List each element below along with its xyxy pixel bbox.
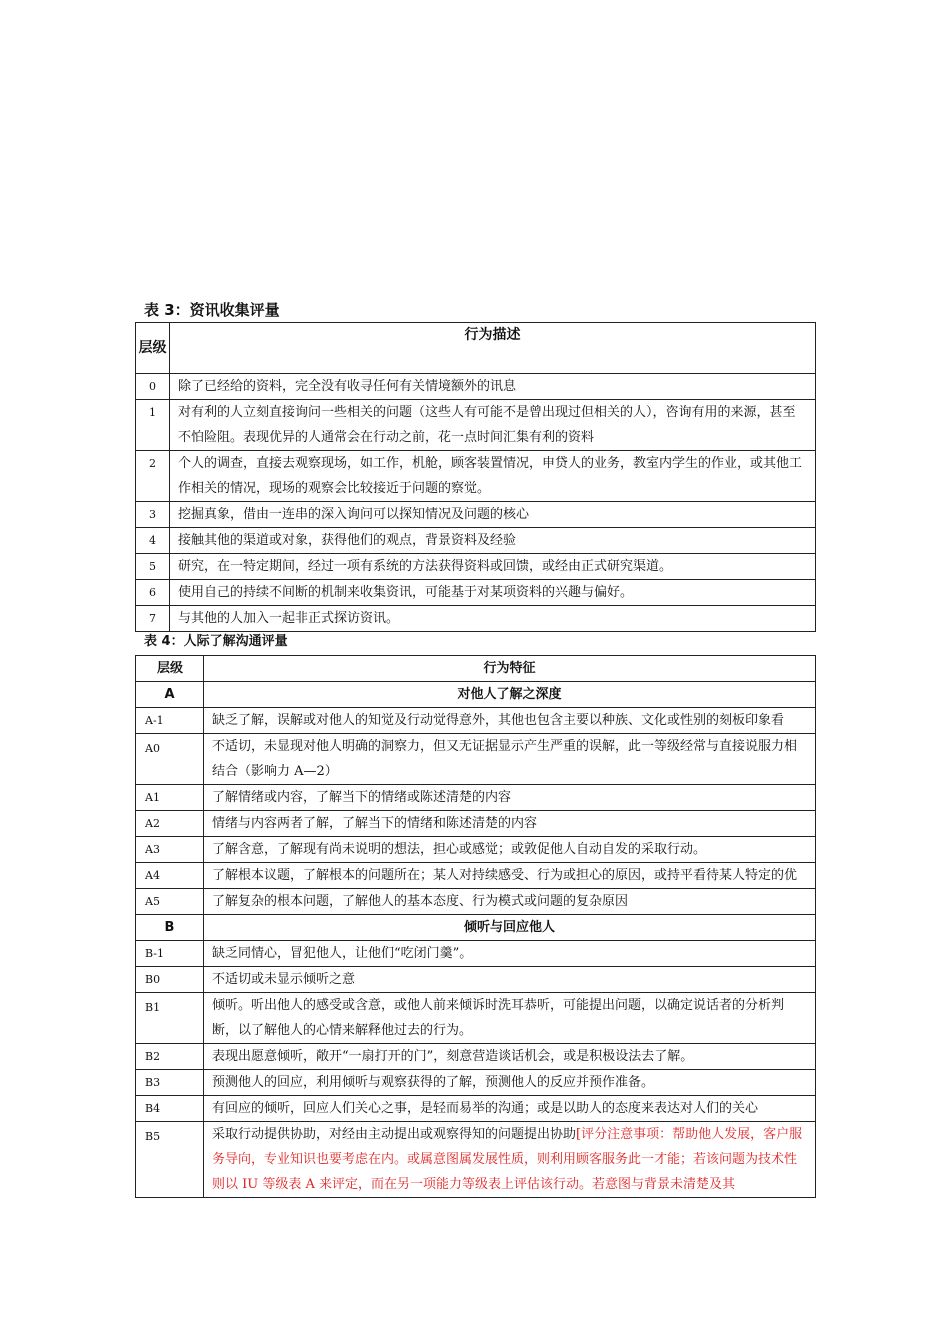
- desc-cell: [204, 1122, 816, 1198]
- scoring-note: [评分注意事项：帮助他人发展，客户服务导向，专业知识也要考虑在内。或属意图属发展性质，则利用顾客服务此一才能；若该问题为技术性则以 IU 等级表 A 来评定，而在另一项能力等级表上评估该行动。若意图与背景未清楚及其: [212, 1127, 803, 1192]
- desc-cell: 挖掘真象，借由一连串的深入询问可以探知情况及问题的核心: [170, 502, 816, 528]
- table-row: [136, 993, 816, 1044]
- table-row: [136, 554, 816, 580]
- desc-cell: 不适切或未显示倾听之意: [204, 967, 816, 993]
- level-cell: B5: [136, 1122, 204, 1198]
- desc-cell: 情绪与内容两者了解，了解当下的情绪和陈述清楚的内容: [204, 811, 816, 837]
- table4-header-desc: 行为特征: [204, 656, 816, 682]
- level-cell: 1: [136, 400, 170, 451]
- desc-cell: 与其他的人加入一起非正式探访资讯。: [170, 606, 816, 632]
- table4-header-row: [136, 656, 816, 682]
- desc-cell: 对有利的人立刻直接询问一些相关的问题（这些人有可能不是曾出现过但相关的人），咨询有用的来源，甚至不怕险阻。表现优异的人通常会在行动之前，花一点时间汇集有利的资料: [170, 400, 816, 451]
- level-cell: 0: [136, 374, 170, 400]
- level-cell: B1: [136, 993, 204, 1044]
- table-row: [136, 889, 816, 915]
- table-row: [136, 941, 816, 967]
- level-cell: 5: [136, 554, 170, 580]
- table-row: [136, 708, 816, 734]
- desc-cell: 了解根本议题，了解根本的问题所在；某人对持续感受、行为或担心的原因，或持平看待某人特定的优: [204, 863, 816, 889]
- table4-caption: 表 4：人际了解沟通评量: [144, 634, 288, 649]
- level-cell: B4: [136, 1096, 204, 1122]
- desc-cell: 了解复杂的根本问题，了解他人的基本态度、行为模式或问题的复杂原因: [204, 889, 816, 915]
- section-a-row: [136, 682, 816, 708]
- level-cell: 7: [136, 606, 170, 632]
- table-row: [136, 1096, 816, 1122]
- level-cell: B3: [136, 1070, 204, 1096]
- level-cell: 3: [136, 502, 170, 528]
- desc-cell: 了解含意，了解现有尚未说明的想法，担心或感觉；或敦促他人自动自发的采取行动。: [204, 837, 816, 863]
- desc-text: 采取行动提供协助，对经由主动提出或观察得知的问题提出协助: [212, 1127, 577, 1142]
- table-row: [136, 837, 816, 863]
- desc-cell: 表现出愿意倾听，敞开“一扇打开的门”，刻意营造谈话机会，或是积极设法去了解。: [204, 1044, 816, 1070]
- table-row: [136, 811, 816, 837]
- desc-cell: 研究，在一特定期间，经过一项有系统的方法获得资料或回馈，或经由正式研究渠道。: [170, 554, 816, 580]
- table-row: [136, 734, 816, 785]
- table-row: [136, 1122, 816, 1198]
- level-cell: A0: [136, 734, 204, 785]
- table-row: [136, 785, 816, 811]
- table3-caption: 表 3：资讯收集评量: [144, 301, 280, 319]
- table3-header-level: 层级: [136, 323, 170, 374]
- level-cell: A2: [136, 811, 204, 837]
- level-cell: A5: [136, 889, 204, 915]
- level-cell: A-1: [136, 708, 204, 734]
- table-row: [136, 1044, 816, 1070]
- section-b-title: 倾听与回应他人: [204, 915, 816, 941]
- table-row: [136, 451, 816, 502]
- table3: [135, 322, 816, 632]
- desc-cell: 个人的调查，直接去观察现场，如工作，机舱，顾客装置情况，申贷人的业务，教室内学生的作业，或其他工作相关的情况，现场的观察会比较接近于问题的察觉。: [170, 451, 816, 502]
- level-cell: B2: [136, 1044, 204, 1070]
- level-cell: 6: [136, 580, 170, 606]
- table3-header-desc: 行为描述: [170, 323, 816, 374]
- level-cell: 2: [136, 451, 170, 502]
- level-cell: 4: [136, 528, 170, 554]
- desc-cell: 缺乏了解，误解或对他人的知觉及行动觉得意外，其他也包含主要以种族、文化或性别的刻板印象看: [204, 708, 816, 734]
- desc-cell: 倾听。听出他人的感受或含意，或他人前来倾诉时洗耳恭听，可能提出问题，以确定说话者的分析判断，以了解他人的心情来解释他过去的行为。: [204, 993, 816, 1044]
- table-row: [136, 528, 816, 554]
- table-row: [136, 1070, 816, 1096]
- table-row: [136, 967, 816, 993]
- desc-cell: 除了已经给的资料，完全没有收寻任何有关情境额外的讯息: [170, 374, 816, 400]
- level-cell: B0: [136, 967, 204, 993]
- table-row: [136, 400, 816, 451]
- desc-cell: 了解情绪或内容，了解当下的情绪或陈述清楚的内容: [204, 785, 816, 811]
- section-a-title: 对他人了解之深度: [204, 682, 816, 708]
- table-row: [136, 502, 816, 528]
- desc-cell: 不适切，未显现对他人明确的洞察力，但又无证据显示产生严重的误解，此一等级经常与直接说服力相结合（影响力 A—2）: [204, 734, 816, 785]
- desc-cell: 预测他人的回应，利用倾听与观察获得的了解，预测他人的反应并预作准备。: [204, 1070, 816, 1096]
- table-row: [136, 580, 816, 606]
- level-cell: A1: [136, 785, 204, 811]
- section-b-level: B: [136, 915, 204, 941]
- level-cell: A3: [136, 837, 204, 863]
- section-b-row: [136, 915, 816, 941]
- table-row: [136, 863, 816, 889]
- table4: [135, 655, 816, 1198]
- desc-cell: 缺乏同情心，冒犯他人，让他们“吃闭门羹”。: [204, 941, 816, 967]
- table4-header-level: 层级: [136, 656, 204, 682]
- section-a-level: A: [136, 682, 204, 708]
- desc-cell: 使用自己的持续不间断的机制来收集资讯，可能基于对某项资料的兴趣与偏好。: [170, 580, 816, 606]
- desc-cell: 接触其他的渠道或对象，获得他们的观点，背景资料及经验: [170, 528, 816, 554]
- level-cell: A4: [136, 863, 204, 889]
- table-row: [136, 606, 816, 632]
- desc-cell: 有回应的倾听，回应人们关心之事，是轻而易举的沟通；或是以助人的态度来表达对人们的关心: [204, 1096, 816, 1122]
- table-row: [136, 374, 816, 400]
- table3-header-row: [136, 323, 816, 374]
- level-cell: B-1: [136, 941, 204, 967]
